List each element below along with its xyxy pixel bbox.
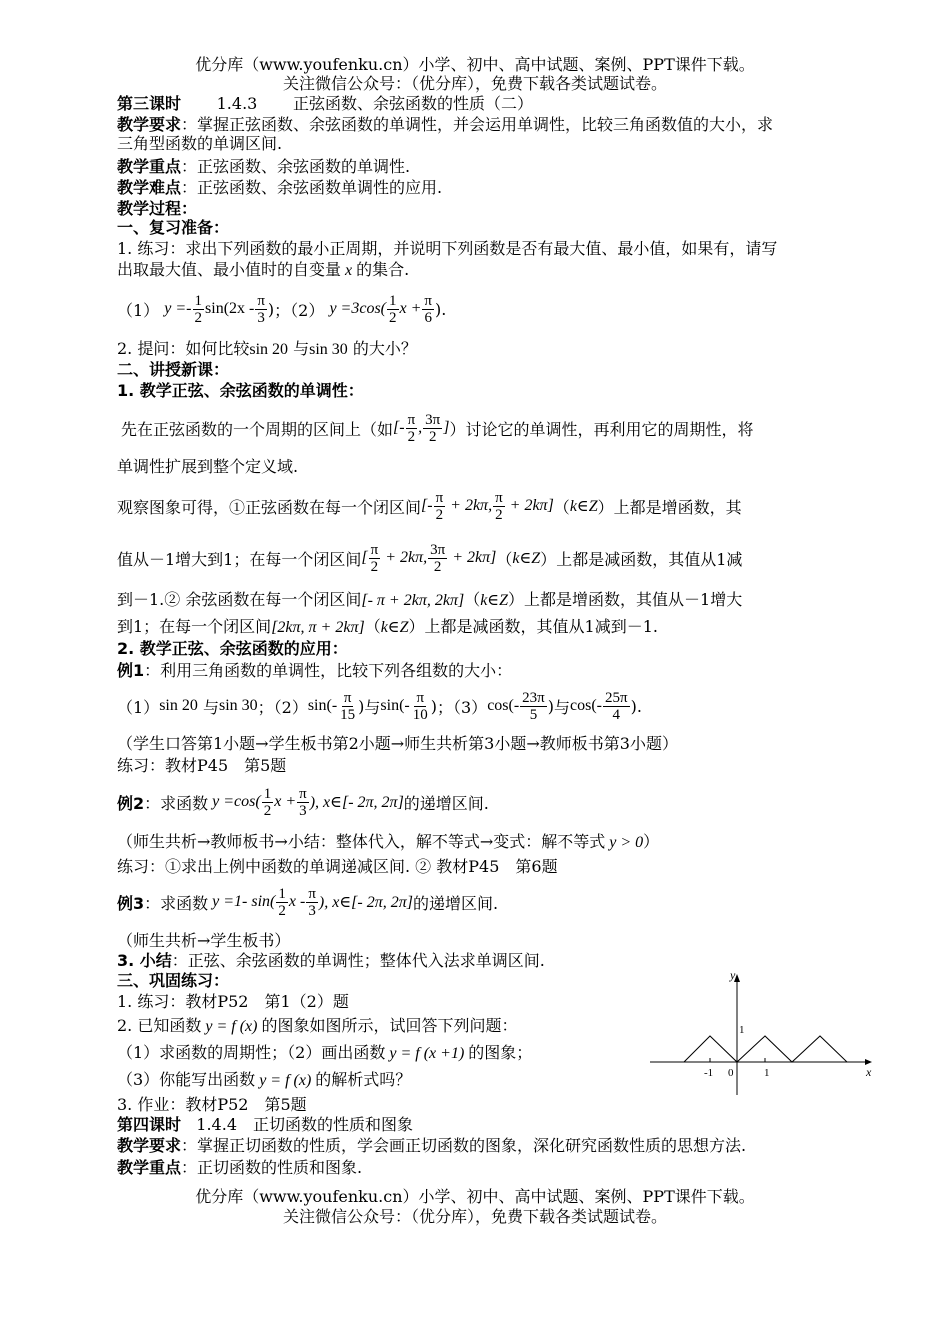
question2: 2. 提问：如何比较sin 20 与sin 30 的大小？ xyxy=(117,339,417,358)
footer-line-1: 优分库（www.youfenku.cn）小学、初中、高中试题、案例、PPT课件下载。 xyxy=(195,1187,755,1206)
para1-line1: 先在正弦函数的一个周期的区间上（如 [- $\frac{\pi}{2}$ , $\frac{3\pi}{2}$ ] ）讨论它的单调性，再利用它的周期性，将 xyxy=(121,411,754,445)
exercise1-line1: 1. 练习：求出下列函数的最小正周期，并说明下列函数是否有最大值、最小值，如果有，请写 xyxy=(117,239,778,258)
section3-title: 三、巩固练习： xyxy=(117,971,230,990)
diff-label: 教学难点 xyxy=(117,178,182,197)
practice2: 练习：①求出上例中函数的单调递减区间. ② 教材P45 第6题 xyxy=(117,857,558,876)
example3-note: （师生共析→学生板书） xyxy=(117,931,291,950)
header-line-1: 优分库（www.youfenku.cn）小学、初中、高中试题、案例、PPT课件下载。 xyxy=(195,55,755,74)
neg-one-label: -1 xyxy=(704,1067,714,1079)
fraction: $\frac{\pi}{3}$ xyxy=(257,292,265,326)
para1-line2: 单调性扩展到整个定义域. xyxy=(117,457,299,476)
lesson4-key-points: 教学重点：正切函数的性质和图象. xyxy=(117,1158,363,1177)
y-tick-label: 1 xyxy=(739,1024,745,1036)
exercise1-formulas: （1） y =- $\frac{1}{2}$ sin(2x - $\frac{\pi}{3}$ ) ；（2） y =3cos( $\frac{1}{2}$ x + $\frac{\pi}{6}$ ). xyxy=(117,292,447,326)
lesson3-difficulties xyxy=(117,178,442,197)
summary: 3. 小结：正弦、余弦函数的单调性；整体代入法求单调区间. xyxy=(117,951,545,970)
one-label: 1 xyxy=(764,1067,770,1079)
example3: 例3 ：求函数 y =1- sin( $\frac{1}{2}$ x - $\frac{\pi}{3}$ ), x∈[- 2π, 2π] 的递增区间. xyxy=(117,885,499,919)
consolidate-4: （3）你能写出函数 y = f (x) 的解析式吗？ xyxy=(117,1070,412,1089)
key-label: 教学重点 xyxy=(117,157,182,176)
fraction: $\frac{1}{2}$ xyxy=(194,292,203,326)
practice1: 练习：教材P45 第5题 xyxy=(117,756,287,775)
lesson3-key-points xyxy=(117,157,410,176)
example2-note: （师生共析→教师板书→小结：整体代入，解不等式→变式：解不等式 y > 0） xyxy=(117,832,660,851)
homework: 3. 作业：教材P52 第5题 xyxy=(117,1095,307,1114)
origin-label: 0 xyxy=(728,1067,734,1079)
para2-line2: 值从－1增大到1；在每一个闭区间 [ $\frac{\pi}{2}$ + 2kπ, $\frac{3\pi}{2}$ + 2kπ] （ k∈Z ）上都是减函数，其值从1减 xyxy=(117,541,743,575)
lesson4-requirements: 教学要求：掌握正切函数的性质，学会画正切函数的图象，深化研究函数性质的思想方法. xyxy=(117,1136,747,1155)
consolidate-2: 2. 已知函数 y = f (x) 的图象如图所示，试回答下列问题： xyxy=(117,1016,518,1035)
lesson3-requirements xyxy=(117,115,773,134)
para2-line3: 到－1.② 余弦函数在每一个闭区间[- π + 2kπ, 2kπ]（k∈Z）上都是增函数，其值从－1增大 xyxy=(117,590,743,609)
lesson3-title xyxy=(117,94,533,113)
lesson4-title: 第四课时 1.4.4 正切函数的性质和图象 xyxy=(117,1115,413,1134)
subsection2-title: 2. 教学正弦、余弦函数的应用： xyxy=(117,639,348,658)
footer-line-2: 关注微信公众号：（优分库），免费下载各类试题试卷。 xyxy=(282,1207,667,1226)
para2-line4: 到1；在每一个闭区间[2kπ, π + 2kπ]（k∈Z）上都是减函数，其值从1减到－1. xyxy=(117,617,658,636)
section1-title: 一、复习准备： xyxy=(117,218,230,237)
consolidate-3: （1）求函数的周期性；（2）画出函数 y = f (x +1) 的图象； xyxy=(117,1043,533,1062)
process-label: 教学过程： xyxy=(117,199,198,218)
fraction: $\frac{\pi}{6}$ xyxy=(424,292,432,326)
subsection1-title: 1. 教学正弦、余弦函数的单调性： xyxy=(117,381,364,400)
lesson3-title-label: 第三课时 xyxy=(117,94,182,113)
x-axis-label: x xyxy=(866,1065,872,1079)
fraction: $\frac{1}{2}$ xyxy=(389,292,397,326)
example1-note: （学生口答第1小题→学生板书第2小题→师生共析第3小题→教师板书第3小题） xyxy=(117,734,678,753)
key-text: ：正弦函数、余弦函数的单调性. xyxy=(181,157,411,176)
consolidate-1: 1. 练习：教材P52 第1（2）题 xyxy=(117,992,349,1011)
example2: 例2 ：求函数 y =cos( $\frac{1}{2}$ x + $\frac{\pi}{3}$ ), x∈[- 2π, 2π] 的递增区间. xyxy=(117,785,489,819)
example1-title: 例1：利用三角函数的单调性，比较下列各组数的大小： xyxy=(117,661,513,680)
req-label: 教学要求 xyxy=(117,115,182,134)
req-text-2: 三角型函数的单调区间. xyxy=(117,134,283,153)
exercise1-line2: 出取最大值、最小值时的自变量 x 的集合. xyxy=(117,260,410,279)
lesson3-title-text: 正弦函数、余弦函数的性质（二） xyxy=(292,94,533,113)
section2-title: 二、讲授新课： xyxy=(117,360,230,379)
lesson3-title-num: 1.4.3 xyxy=(216,94,258,113)
header-line-2: 关注微信公众号：（优分库），免费下载各类试题试卷。 xyxy=(282,74,667,93)
function-graph xyxy=(640,960,880,1105)
example1-items: （1） sin 20 与 sin 30 ；（2） sin(- $\frac{\pi}{15}$ ) 与 sin(- $\frac{\pi}{10}$ ) ；（3） cos(- $\frac{23\pi}{5}$ ) 与 cos(- $\frac{25\pi}{4}$ ). xyxy=(117,689,642,723)
diff-text: ：正弦函数、余弦函数单调性的应用. xyxy=(181,178,443,197)
y-axis-label: y xyxy=(730,968,736,982)
para2-line1: 观察图象可得，①正弦函数在每一个闭区间 [- $\frac{\pi}{2}$ + 2kπ, $\frac{\pi}{2}$ + 2kπ] （ k∈Z ）上都是增函数，其 xyxy=(117,489,742,523)
req-text-1: ：掌握正弦函数、余弦函数的单调性，并会运用单调性，比较三角函数值的大小，求 xyxy=(181,115,774,134)
